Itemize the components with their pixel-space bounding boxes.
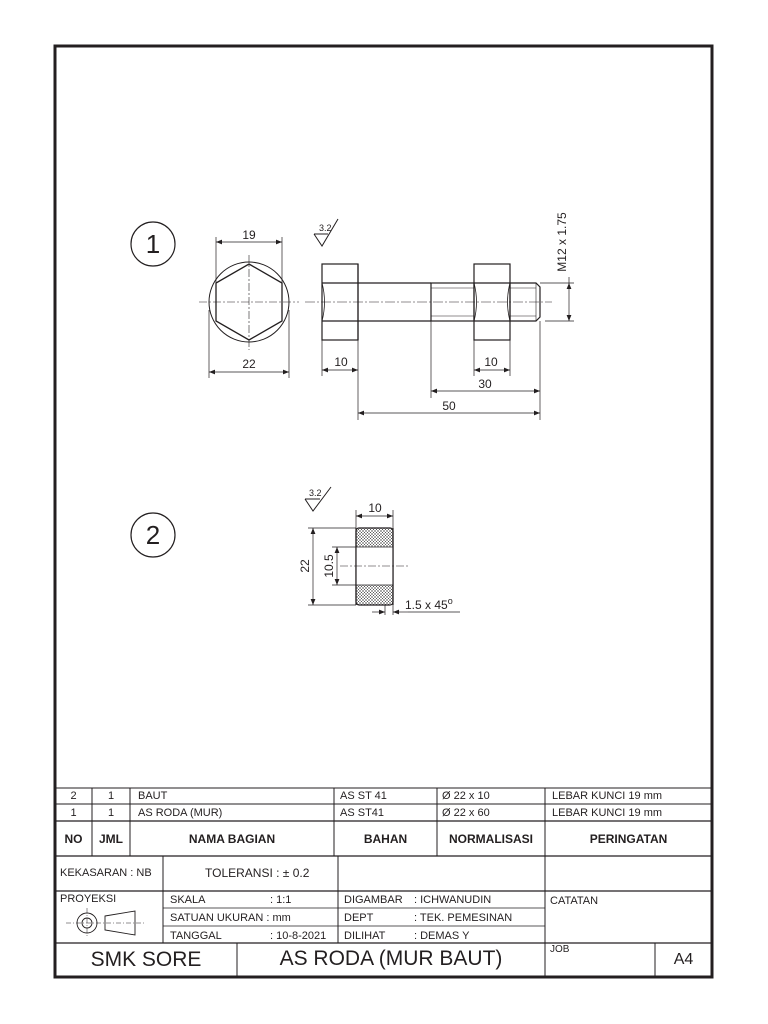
row-1-bahan: AS ST41 [340, 807, 385, 819]
row-1-jml: 1 [107, 807, 115, 819]
dept-label: DEPT [344, 912, 374, 924]
header-jml: JML [99, 832, 123, 846]
row-2-no: 2 [70, 790, 77, 802]
dim-label-10-a: 10 [334, 355, 348, 369]
chamfer-label: 1.5 x 45$^o$ [405, 596, 453, 612]
part-number-2: 2 [145, 520, 161, 550]
header-no: NO [64, 832, 83, 846]
kekasaran-label: KEKASARAN : NB [60, 867, 152, 879]
header-nama: NAMA BAGIAN [188, 832, 276, 846]
header-normalisasi: NORMALISASI [449, 832, 533, 846]
tanggal-value: : 10-8-2021 [270, 930, 327, 942]
row-2-jml: 1 [107, 790, 115, 802]
dim-label-22-b: 22 [298, 559, 312, 573]
dept-value: : TEK. PEMESINAN [414, 912, 513, 924]
job-label: JOB [550, 944, 570, 955]
dim-label-10-c: 10 [368, 501, 382, 515]
proyeksi-label: PROYEKSI [60, 893, 117, 905]
row-1-normalisasi: Ø 22 x 60 [442, 807, 490, 819]
digambar-label: DIGAMBAR [344, 894, 403, 906]
school-name: SMK SORE [90, 948, 202, 971]
digambar-value: : ICHWANUDIN [414, 894, 492, 906]
drawing-title: AS RODA (MUR BAUT) [279, 947, 503, 970]
dim-label-19: 19 [242, 228, 256, 242]
paper-size: A4 [673, 951, 694, 968]
row-2-peringatan: LEBAR KUNCI 19 mm [552, 790, 663, 802]
dim-label-30: 30 [478, 377, 492, 391]
dim-label-22-a: 22 [242, 357, 256, 371]
row-1-no: 1 [70, 807, 77, 819]
part-number-1: 1 [145, 229, 161, 259]
roughness-value-2: 3.2 [309, 488, 322, 498]
dim-label-10-b: 10 [484, 355, 498, 369]
dim-label-10-5: 10.5 [322, 554, 336, 578]
row-2-bahan: AS ST 41 [340, 790, 387, 802]
satuan-label: SATUAN UKURAN : mm [170, 912, 291, 924]
dilihat-value: : DEMAS Y [414, 930, 470, 942]
roughness-value-1: 3.2 [319, 223, 332, 233]
tanggal-label: TANGGAL [170, 930, 222, 942]
skala-label: SKALA [170, 894, 206, 906]
row-2-normalisasi: Ø 22 x 10 [442, 790, 490, 802]
header-bahan: BAHAN [363, 832, 408, 846]
row-2-nama: BAUT [138, 790, 168, 802]
header-peringatan: PERINGATAN [589, 832, 668, 846]
thread-spec: M12 x 1.75 [555, 212, 569, 272]
chamfer-degree: o [447, 596, 453, 606]
skala-value: : 1:1 [270, 894, 292, 906]
row-1-nama: AS RODA (MUR) [138, 807, 223, 819]
dim-label-50: 50 [442, 399, 456, 413]
dilihat-label: DILIHAT [344, 930, 386, 942]
catatan-label: CATATAN [550, 895, 599, 907]
row-1-peringatan: LEBAR KUNCI 19 mm [552, 807, 663, 819]
toleransi-label: TOLERANSI : ± 0.2 [205, 866, 310, 880]
